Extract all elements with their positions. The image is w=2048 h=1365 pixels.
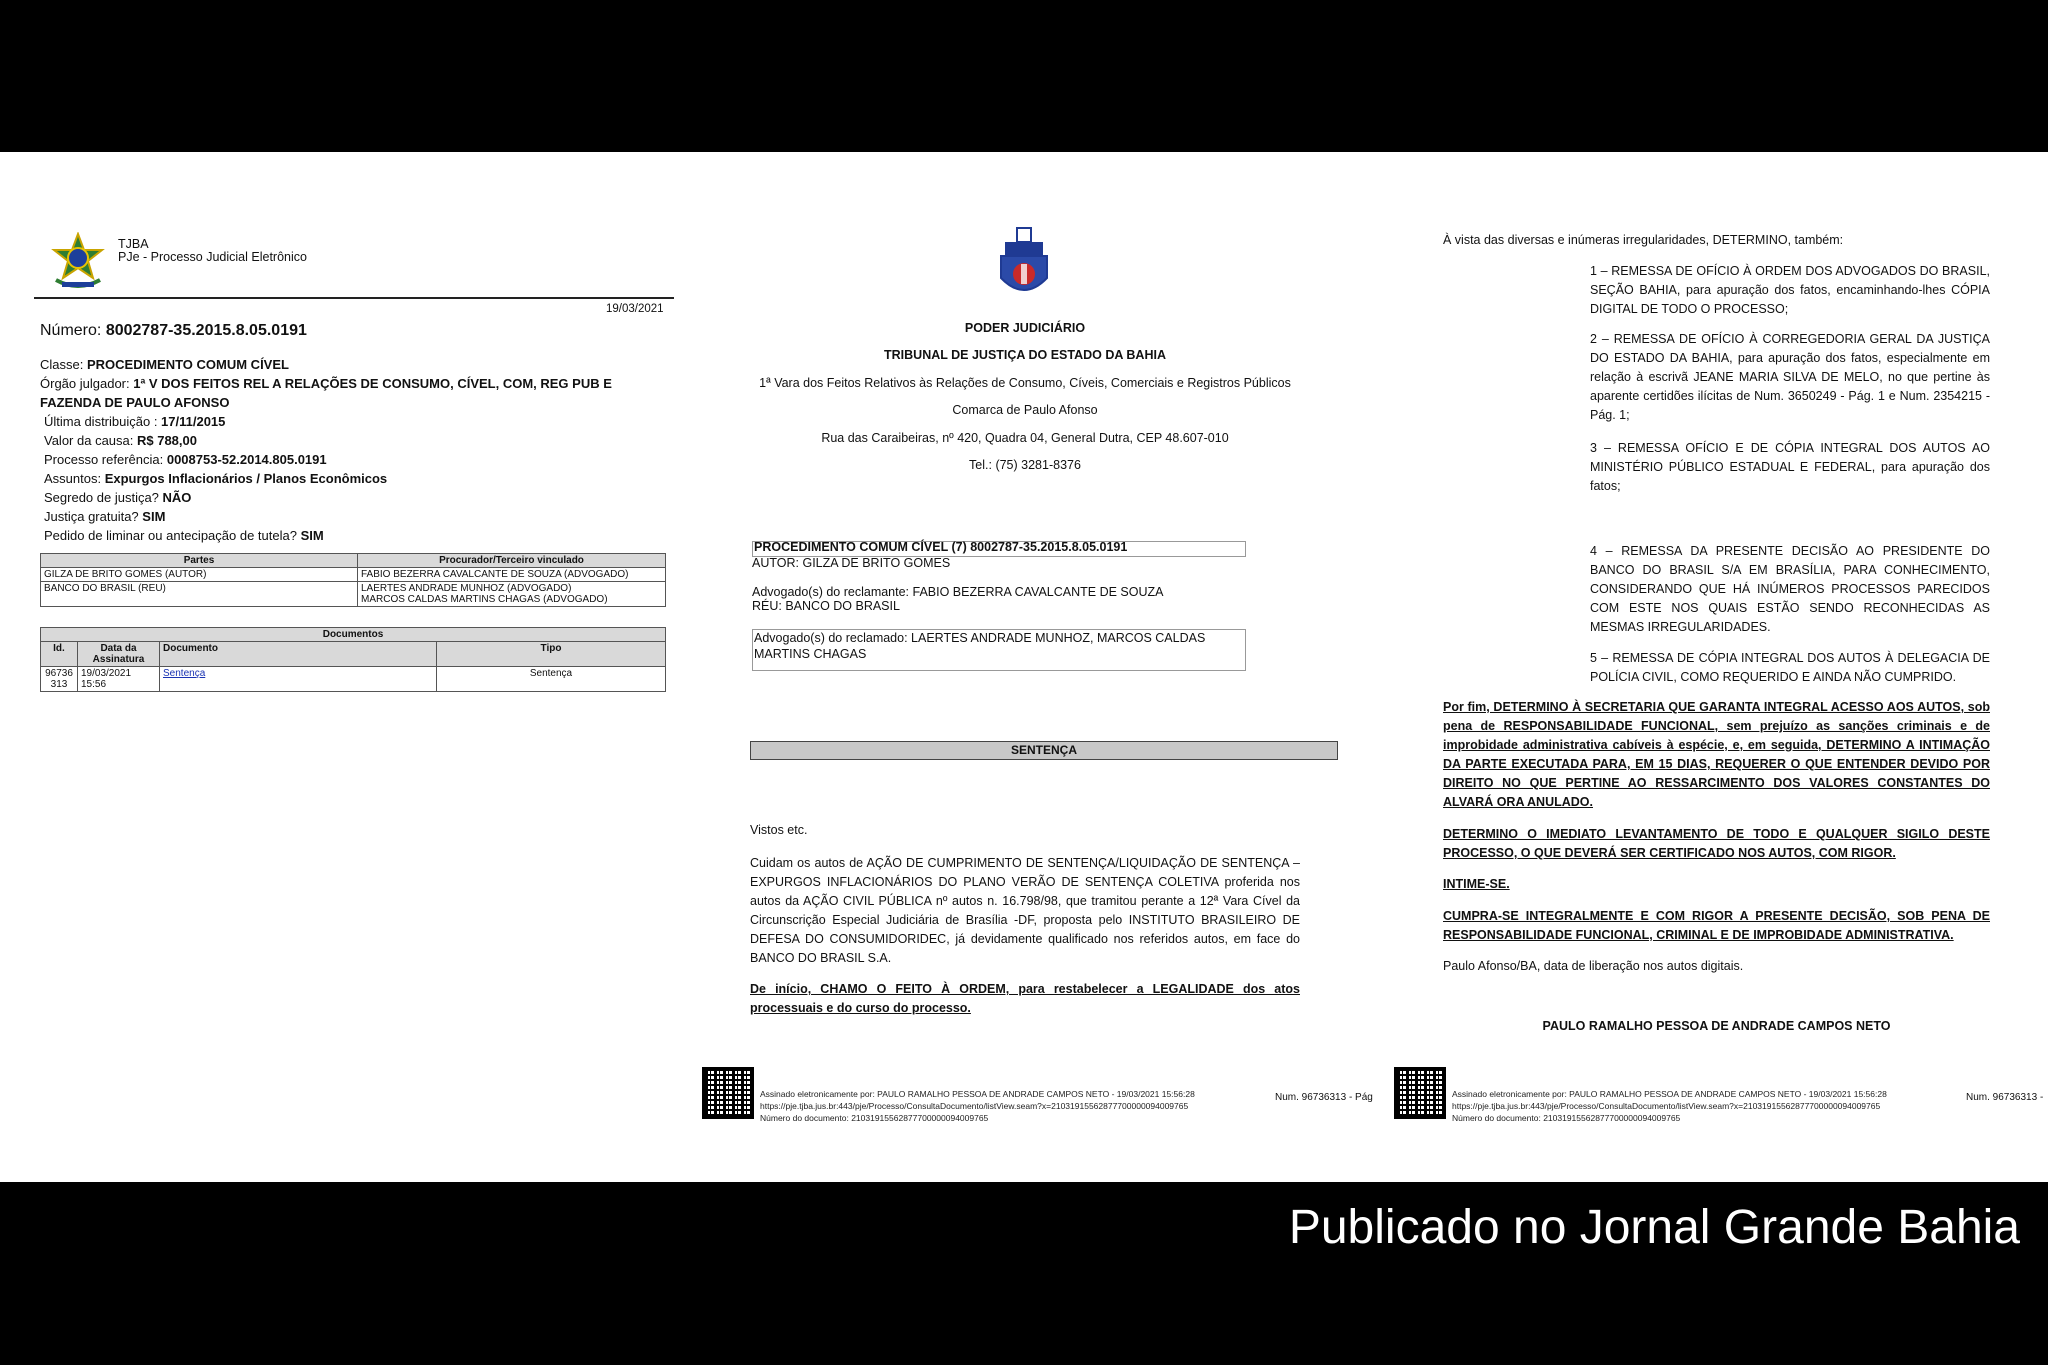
top-black-band <box>0 0 2048 152</box>
judge-name: PAULO RAMALHO PESSOA DE ANDRADE CAMPOS NETO <box>1542 1019 1891 1033</box>
adv-reclamado-line: Advogado(s) do reclamado: LAERTES ANDRADE MUNHOZ, MARCOS CALDAS MARTINS CHAGAS <box>754 631 1206 661</box>
paragraph-2: De início, CHAMO O FEITO À ORDEM, para restabelecer a LEGALIDADE dos atos processuais e do curso do processo. <box>750 982 1300 1015</box>
comarca: Comarca de Paulo Afonso <box>952 403 1098 417</box>
documentos-table: Documentos Id. Data da Assinatura Documento Tipo 96736 313 19/03/2021 15:56 Sentença Sentença <box>40 627 666 692</box>
item-1: 1 – REMESSA DE OFÍCIO À ORDEM DOS ADVOGADOS DO BRASIL, SEÇÃO BAHIA, para apuração dos fatos, encaminhando-lhes CÓPIA DIGITAL DE TODO O PROCESSO; <box>1590 264 1990 316</box>
intro-line: À vista das diversas e inúmeras irregularidades, DETERMINO, também: <box>1443 233 1844 247</box>
paragraph-1: Cuidam os autos de AÇÃO DE CUMPRIMENTO DE SENTENÇA/LIQUIDAÇÃO DE SENTENÇA – EXPURGOS INFLACIONÁRIOS DO PLANO VERÃO DE SENTENÇA COLETIVA proferida nos autos da AÇÃO CIVIL PÚBLICA nº autos n. 16.798/98, que tramitou perante a 12ª Vara Cível da Circunscrição Especial Judiciária de Brasília -DF, proposta pelo INSTITUTO BRASILEIRO DE DEFESA DO CONSUMIDORIDEC, já devidamente qualificado nos referidos autos, em face do BANCO DO BRASIL S.A. <box>750 856 1300 965</box>
system-name: PJe - Processo Judicial Eletrônico <box>118 250 307 264</box>
bahia-coat-of-arms-icon <box>995 226 1053 304</box>
phone: Tel.: (75) 3281-8376 <box>969 458 1081 472</box>
tribunal-name: TRIBUNAL DE JUSTIÇA DO ESTADO DA BAHIA <box>884 348 1166 362</box>
field-referencia: Processo referência: 0008753-52.2014.805.0191 <box>44 452 327 467</box>
process-number-line <box>40 322 307 340</box>
procurador-header: Procurador/Terceiro vinculado <box>358 554 666 568</box>
signature-line-2: https://pje.tjba.jus.br:443/pje/Processo/ConsultaDocumento/listView.seam?x=21031915562877700000094009765 <box>1452 1101 1881 1111</box>
table-row: 96736 313 19/03/2021 15:56 Sentença Sentença <box>41 667 666 692</box>
partes-table <box>40 553 666 607</box>
table-row: BANCO DO BRASIL (REU) LAERTES ANDRADE MUNHOZ (ADVOGADO) MARCOS CALDAS MARTINS CHAGAS (ADVOGADO) <box>41 582 666 607</box>
field-assuntos: Assuntos: Expurgos Inflacionários / Planos Econômicos <box>44 471 388 486</box>
field-gratuita: Justiça gratuita? SIM <box>44 509 166 524</box>
qr-code-icon <box>702 1067 754 1119</box>
signature-line-1: Assinado eletronicamente por: PAULO RAMALHO PESSOA DE ANDRADE CAMPOS NETO - 19/03/2021 15:56:28 <box>1452 1089 1887 1099</box>
field-valor: Valor da causa: R$ 788,00 <box>44 433 197 448</box>
field-liminar: Pedido de liminar ou antecipação de tutela? SIM <box>44 528 324 543</box>
page1-date: 19/03/2021 <box>606 303 664 315</box>
signature-line-3: Número do documento: 21031915562877700000094009765 <box>760 1113 989 1123</box>
partes-header: Partes <box>41 554 358 568</box>
process-line: PROCEDIMENTO COMUM CÍVEL (7) 8002787-35.2015.8.05.0191 <box>754 540 1128 554</box>
autor-line: AUTOR: GILZA DE BRITO GOMES <box>752 556 951 570</box>
por-fim-paragraph: Por fim, DETERMINO À SECRETARIA QUE GARANTA INTEGRAL ACESSO AOS AUTOS, sob pena de RESPONSABILIDADE FUNCIONAL, sem prejuízo as sanções criminais e de improbidade administrativa cabíveis à espécie, e, em seguida, DETERMINO A INTIMAÇÃO DA PARTE EXECUTADA PARA, EM 15 DIAS, REQUERER O QUE ENTENDER DEVIDO POR DIREITO NO QUE PERTINE AO RESSARCIMENTO DOS VALORES CONSTANTES DO ALVARÁ ORA ANULADO. <box>1443 700 1990 809</box>
document-link[interactable]: Sentença <box>163 668 206 679</box>
address: Rua das Caraibeiras, nº 420, Quadra 04, General Dutra, CEP 48.607-010 <box>821 431 1229 445</box>
poder-judiciario: PODER JUDICIÁRIO <box>964 321 1086 335</box>
reu-line: RÉU: BANCO DO BRASIL <box>752 599 900 613</box>
process-number: 8002787-35.2015.8.05.0191 <box>105 322 307 339</box>
table-row: GILZA DE BRITO GOMES (AUTOR) FABIO BEZERRA CAVALCANTE DE SOUZA (ADVOGADO) <box>41 568 666 582</box>
page-number: Num. 96736313 - Pág <box>1275 1092 1373 1103</box>
document-spread <box>0 152 2048 1182</box>
header-rule <box>34 297 674 299</box>
process-fields <box>40 355 650 545</box>
item-4: 4 – REMESSA DA PRESENTE DECISÃO AO PRESIDENTE DO BANCO DO BRASIL S/A EM BRASÍLIA, PARA CONHECIMENTO, CONSIDERANDO QUE HÁ INÚMEROS PROCESSOS PARECIDOS COM ESTE NOS QUAIS ESTÃO SENDO RECONHECIDAS AS MESMAS IRREGULARIDADES. <box>1590 544 1990 634</box>
brazil-coat-of-arms-icon <box>48 232 108 294</box>
adv-reclamante-line: Advogado(s) do reclamante: FABIO BEZERRA CAVALCANTE DE SOUZA <box>752 585 1164 599</box>
signature-line-1: Assinado eletronicamente por: PAULO RAMALHO PESSOA DE ANDRADE CAMPOS NETO - 19/03/2021 15:56:28 <box>760 1089 1195 1099</box>
qr-code-icon <box>1394 1067 1446 1119</box>
signature-line-2: https://pje.tjba.jus.br:443/pje/Processo/ConsultaDocumento/listView.seam?x=21031915562877700000094009765 <box>760 1101 1189 1111</box>
cumpra-se-paragraph: CUMPRA-SE INTEGRALMENTE E COM RIGOR A PRESENTE DECISÃO, SOB PENA DE RESPONSABILIDADE FUNCIONAL, CRIMINAL E DE IMPROBIDADE ADMINISTRATIVA. <box>1443 909 1990 942</box>
field-segredo: Segredo de justiça? NÃO <box>44 490 192 505</box>
field-classe: Classe: PROCEDIMENTO COMUM CÍVEL <box>40 357 289 372</box>
field-distribuicao: Última distribuição : 17/11/2015 <box>44 414 226 429</box>
determino-paragraph: DETERMINO O IMEDIATO LEVANTAMENTO DE TODO E QUALQUER SIGILO DESTE PROCESSO, O QUE DEVERÁ SER CERTIFICADO NOS AUTOS, COM RIGOR. <box>1443 827 1990 860</box>
local-date: Paulo Afonso/BA, data de liberação nos autos digitais. <box>1443 959 1744 973</box>
item-3: 3 – REMESSA OFÍCIO E DE CÓPIA INTEGRAL DOS AUTOS AO MINISTÉRIO PÚBLICO ESTADUAL E FEDERAL, para apuração dos fatos; <box>1590 441 1990 493</box>
item-5: 5 – REMESSA DE CÓPIA INTEGRAL DOS AUTOS À DELEGACIA DE POLÍCIA CIVIL, COMO REQUERIDO E AINDA NÃO CUMPRIDO. <box>1590 651 1990 684</box>
publication-caption: Publicado no Jornal Grande Bahia <box>1288 1201 2020 1254</box>
signature-line-3: Número do documento: 21031915562877700000094009765 <box>1452 1113 1681 1123</box>
page-number: Num. 96736313 - <box>1966 1092 2044 1103</box>
documentos-header: Documentos <box>41 628 666 642</box>
vara-name: 1ª Vara dos Feitos Relativos às Relações de Consumo, Cíveis, Comerciais e Registros Públicos <box>759 376 1291 390</box>
sentenca-title: SENTENÇA <box>750 741 1338 760</box>
vistos: Vistos etc. <box>750 823 808 837</box>
item-2: 2 – REMESSA DE OFÍCIO À CORREGEDORIA GERAL DA JUSTIÇA DO ESTADO DA BAHIA, para apuração dos fatos, especialmente em relação à escrivã JEANE MARIA SILVA DE MELO, no que pertine às aparente certidões ilícitas de Num. 3650249 - Pág. 1 e Num. 2354215 - Pág. 1; <box>1590 332 1990 422</box>
process-number-label: Número: <box>40 322 102 339</box>
intime-se: INTIME-SE. <box>1443 877 1510 891</box>
field-orgao: Órgão julgador: 1ª V DOS FEITOS REL A RELAÇÕES DE CONSUMO, CÍVEL, COM, REG PUB E FAZENDA DE PAULO AFONSO <box>40 376 612 410</box>
org-short: TJBA <box>118 237 149 251</box>
